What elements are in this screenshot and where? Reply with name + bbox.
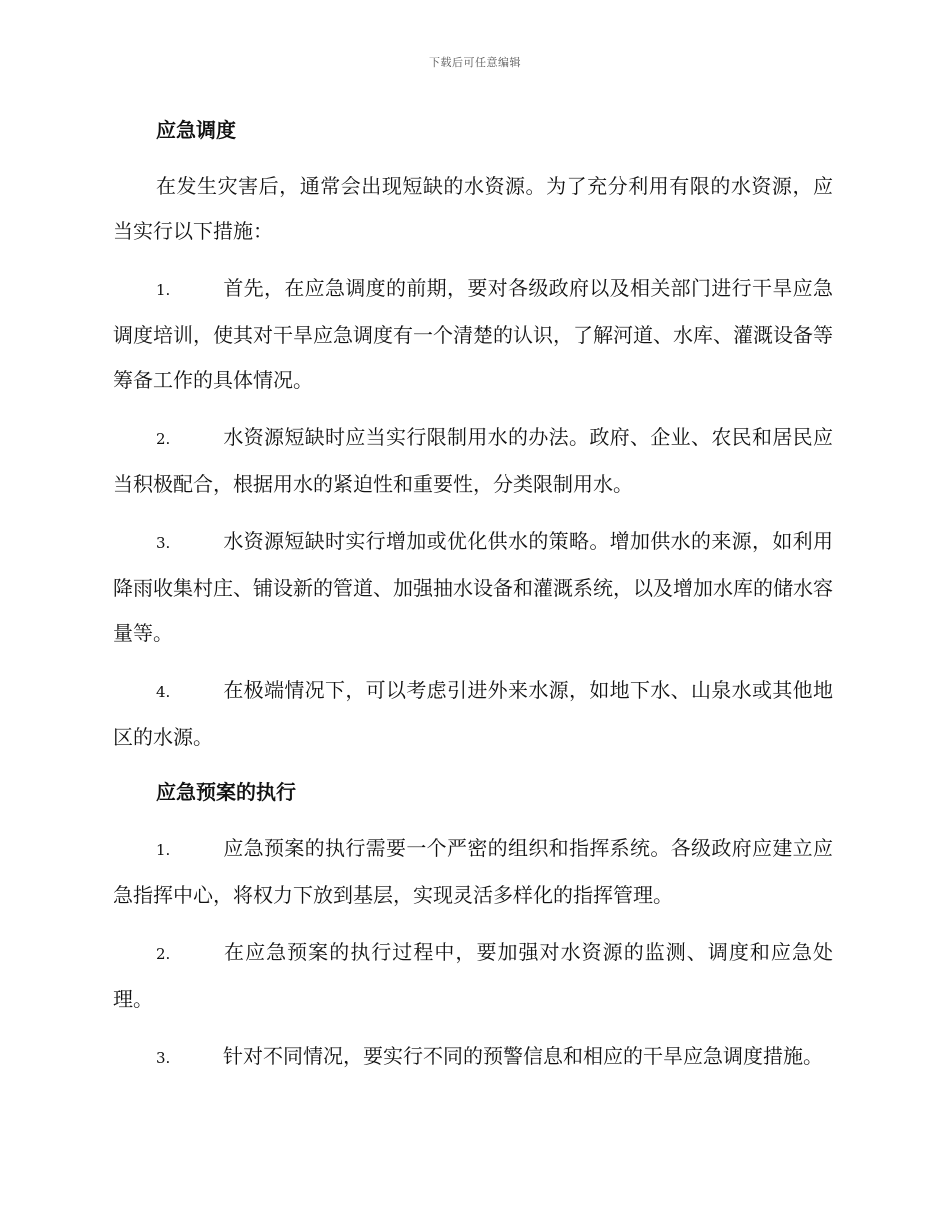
list-item: [113, 519, 833, 656]
document-body: [113, 110, 833, 1093]
list-item-number: 2.: [156, 430, 171, 448]
section-heading-emergency-dispatch: 应急调度: [156, 118, 236, 142]
section-heading-plan-execution: 应急预案的执行: [156, 780, 296, 804]
list-item-text: 首先，在应急调度的前期，要对各级政府以及相关部门进行干旱应急调度培训，使其对干旱应急调度有一个清楚的认识，了解河道、水库、灌溉设备等筹备工作的具体情况。: [113, 276, 833, 392]
list-item-text: 针对不同情况，要实行不同的预警信息和相应的干旱应急调度措施。: [223, 1044, 823, 1068]
list-item: [113, 1034, 833, 1081]
list-item-number: 3.: [156, 1049, 171, 1067]
list-item: [113, 930, 833, 1022]
list-item-number: 2.: [156, 945, 171, 963]
list-item: [113, 826, 833, 918]
list-item-text: 水资源短缺时应当实行限制用水的办法。政府、企业、农民和居民应当积极配合，根据用水的紧迫性和重要性，分类限制用水。: [113, 425, 833, 496]
list-item-text: 在应急预案的执行过程中，要加强对水资源的监测、调度和应急处理。: [113, 940, 833, 1011]
list-item: [113, 668, 833, 760]
section-intro-paragraph: 在发生灾害后，通常会出现短缺的水资源。为了充分利用有限的水资源，应当实行以下措施：: [113, 174, 833, 243]
list-item-number: 1.: [156, 281, 171, 299]
list-item-text: 在极端情况下，可以考虑引进外来水源，如地下水、山泉水或其他地区的水源。: [113, 678, 833, 749]
list-item-text: 应急预案的执行需要一个严密的组织和指挥系统。各级政府应建立应急指挥中心，将权力下放到基层，实现灵活多样化的指挥管理。: [113, 836, 833, 907]
list-item-number: 3.: [156, 534, 171, 552]
list-item-number: 4.: [156, 683, 171, 701]
page-header: 下载后可任意编辑: [429, 56, 521, 69]
list-item-number: 1.: [156, 841, 171, 859]
list-item-text: 水资源短缺时实行增加或优化供水的策略。增加供水的来源，如利用降雨收集村庄、铺设新的管道、加强抽水设备和灌溉系统，以及增加水库的储水容量等。: [113, 529, 833, 645]
list-item: [113, 266, 833, 403]
list-item: [113, 415, 833, 507]
